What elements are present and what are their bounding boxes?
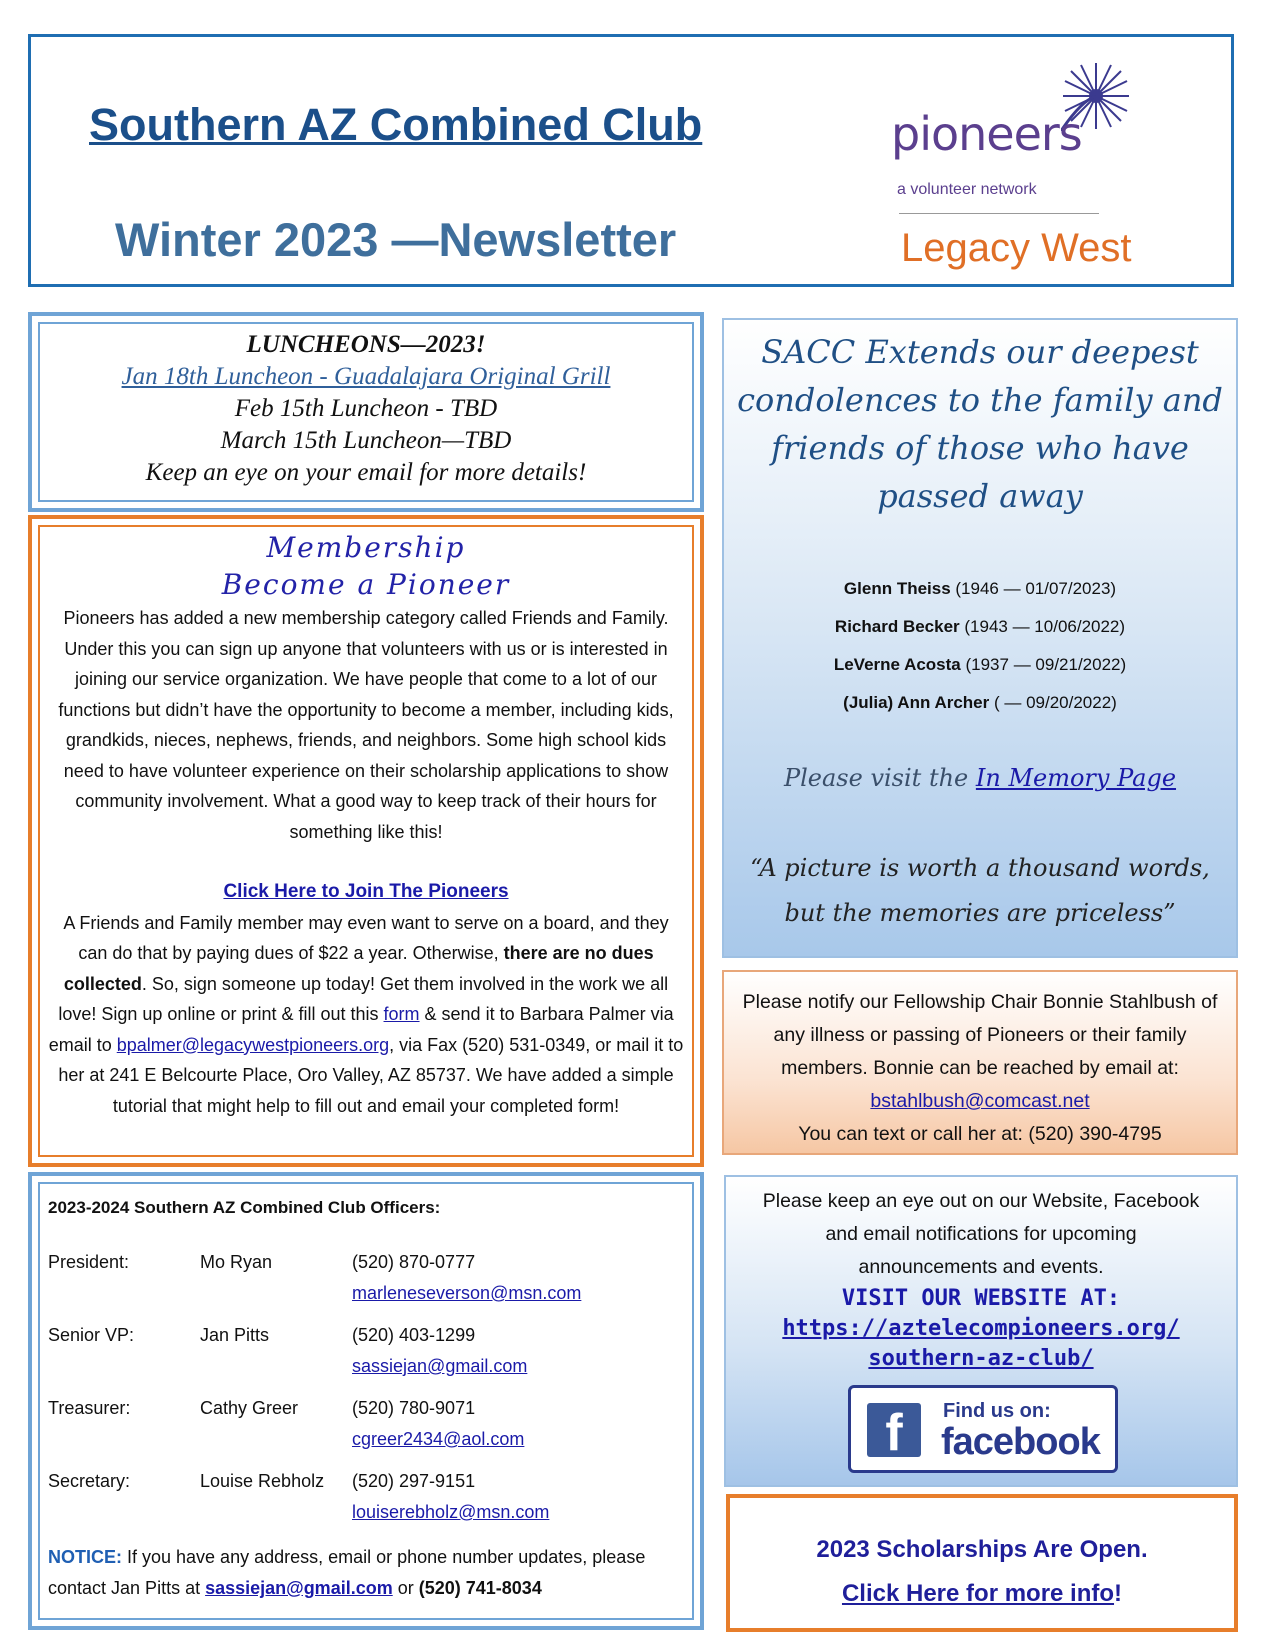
officer-name: Louise Rebholz	[200, 1471, 325, 1491]
officer-row	[48, 1325, 692, 1398]
facebook-icon: f	[867, 1403, 921, 1457]
list-item: LeVerne Acosta (1937 — 09/21/2022)	[833, 655, 1127, 674]
scholarships-box: 2023 Scholarships Are Open. Click Here for more info!	[726, 1494, 1238, 1632]
officers-heading: 2023-2024 Southern AZ Combined Club Officers:	[48, 1198, 441, 1217]
luncheons-box	[28, 312, 704, 512]
condolences-box	[722, 318, 1238, 958]
officers-notice: NOTICE: If you have any address, email or phone number updates, please contact Jan Pitts at sassiejan@gmail.com or (520) 741-8034	[48, 1547, 646, 1598]
luncheons-note: Keep an eye on your email for more details!	[145, 459, 587, 486]
memory-line: Please visit the In Memory Page	[783, 764, 1177, 792]
membership-subtitle: Become a Pioneer	[221, 568, 511, 601]
notice-email-link[interactable]: sassiejan@gmail.com	[205, 1578, 393, 1598]
luncheon-jan-link[interactable]: Jan 18th Luncheon - Guadalajara Original Grill	[121, 363, 611, 390]
officer-name: Cathy Greer	[200, 1398, 299, 1418]
fellowship-text: Please notify our Fellowship Chair Bonnie Stahlbush of any illness or passing of Pioneers or their family members. Bonnie can be reached by email at:	[742, 991, 1218, 1079]
memories-quote: “A picture is worth a thousand words, but the memories are priceless”	[750, 854, 1210, 927]
logo-wordmark: pioneers	[891, 107, 1082, 161]
officer-email-link[interactable]: sassiejan@gmail.com	[352, 1356, 528, 1376]
luncheon-march: March 15th Luncheon—TBD	[220, 427, 512, 454]
officer-row	[48, 1252, 692, 1325]
club-title: Southern AZ Combined Club	[89, 99, 703, 150]
membership-paragraph: Pioneers has added a new membership category called Friends and Family. Under this you can sign up anyone that volunteers with us or is interested in joining our service organization. We have people that come to a lot of our functions but didn’t have the opportunity to become a member, including kids, grandkids, nieces, nephews, friends, and neighbors. Some high school kids need to have volunteer experience on their scholarship applications to show community involvement. What a good way to keep track of their hours for something like this!	[58, 608, 674, 842]
website-box	[724, 1175, 1238, 1487]
condolences-title: SACC Extends our deepest condolences to the family and friends of those who have passed away	[737, 333, 1223, 515]
fellowship-box	[722, 970, 1238, 1155]
officer-row	[48, 1398, 692, 1471]
visit-website-label: VISIT OUR WEBSITE AT:	[841, 1286, 1121, 1311]
list-item: (Julia) Ann Archer ( — 09/20/2022)	[843, 693, 1117, 712]
pioneers-legacy-west-logo	[891, 61, 1141, 270]
logo-legacy-west: Legacy West	[901, 226, 1132, 270]
membership-box	[28, 515, 704, 1167]
deceased-list	[724, 570, 1236, 722]
officer-phone: (520) 297-9151	[352, 1471, 476, 1491]
website-url-link-cont[interactable]: southern-az-club/	[868, 1346, 1094, 1371]
form-link[interactable]: form	[383, 1004, 420, 1024]
membership-title: Membership	[266, 531, 466, 564]
in-memory-page-link[interactable]: In Memory Page	[975, 764, 1177, 792]
officer-role: Secretary:	[48, 1471, 131, 1491]
bonnie-email-link[interactable]: bstahlbush@comcast.net	[870, 1090, 1090, 1112]
newsletter-header	[28, 34, 1234, 287]
logo-divider	[899, 213, 1099, 214]
officers-box	[28, 1172, 704, 1630]
officer-phone: (520) 870-0777	[352, 1252, 476, 1272]
luncheons-heading: LUNCHEONS—2023!	[246, 331, 486, 358]
officer-email-link[interactable]: marleneseverson@msn.com	[352, 1283, 582, 1303]
officer-phone: (520) 403-1299	[352, 1325, 476, 1345]
facebook-wordmark: facebook	[941, 1421, 1100, 1463]
bpalmer-email-link[interactable]: bpalmer@legacywestpioneers.org	[116, 1034, 390, 1055]
officer-name: Mo Ryan	[200, 1252, 273, 1272]
scholarships-heading: 2023 Scholarships Are Open.	[816, 1536, 1148, 1563]
officer-role: Treasurer:	[48, 1398, 131, 1418]
officer-email-link[interactable]: cgreer2434@aol.com	[352, 1429, 525, 1449]
logo-tagline: a volunteer network	[897, 181, 1037, 198]
website-text: Please keep an eye out on our Website, Facebook and email notifications for upcoming announcements and events.	[762, 1190, 1200, 1278]
facebook-find-label: Find us on:	[943, 1400, 1051, 1422]
officer-phone: (520) 780-9071	[352, 1398, 476, 1418]
join-pioneers-link[interactable]: Click Here to Join The Pioneers	[223, 881, 509, 902]
membership-details: A Friends and Family member may even want to serve on a board, and they can do that by paying dues of $22 a year. Otherwise, there are no dues collected. So, sign someone up today! Get them involved in the work we all love! Sign up online or print & fill out this form & send it to Barbara Palmer via email to bpalmer@legacywestpioneers.org, via Fax (520) 531-0349, or mail it to her at 241 E Belcourte Place, Oro Valley, AZ 85737. We have added a simple tutorial that might help to fill out and email your completed form!	[48, 912, 684, 1116]
officer-name: Jan Pitts	[200, 1325, 270, 1345]
officer-role: Senior VP:	[48, 1325, 135, 1345]
fellowship-phone: You can text or call her at: (520) 390-4795	[798, 1123, 1162, 1145]
scholarships-info-link[interactable]: Click Here for more info	[841, 1580, 1115, 1607]
luncheon-feb: Feb 15th Luncheon - TBD	[234, 395, 498, 422]
facebook-button[interactable]	[848, 1385, 1118, 1473]
officer-row	[48, 1471, 692, 1544]
newsletter-title: Winter 2023 —Newsletter	[115, 213, 677, 266]
officer-role: President:	[48, 1252, 130, 1272]
officer-email-link[interactable]: louiserebholz@msn.com	[352, 1502, 550, 1522]
website-url-link[interactable]: https://aztelecompioneers.org/	[782, 1316, 1180, 1341]
list-item: Glenn Theiss (1946 — 01/07/2023)	[843, 579, 1117, 598]
list-item: Richard Becker (1943 — 10/06/2022)	[834, 617, 1126, 636]
